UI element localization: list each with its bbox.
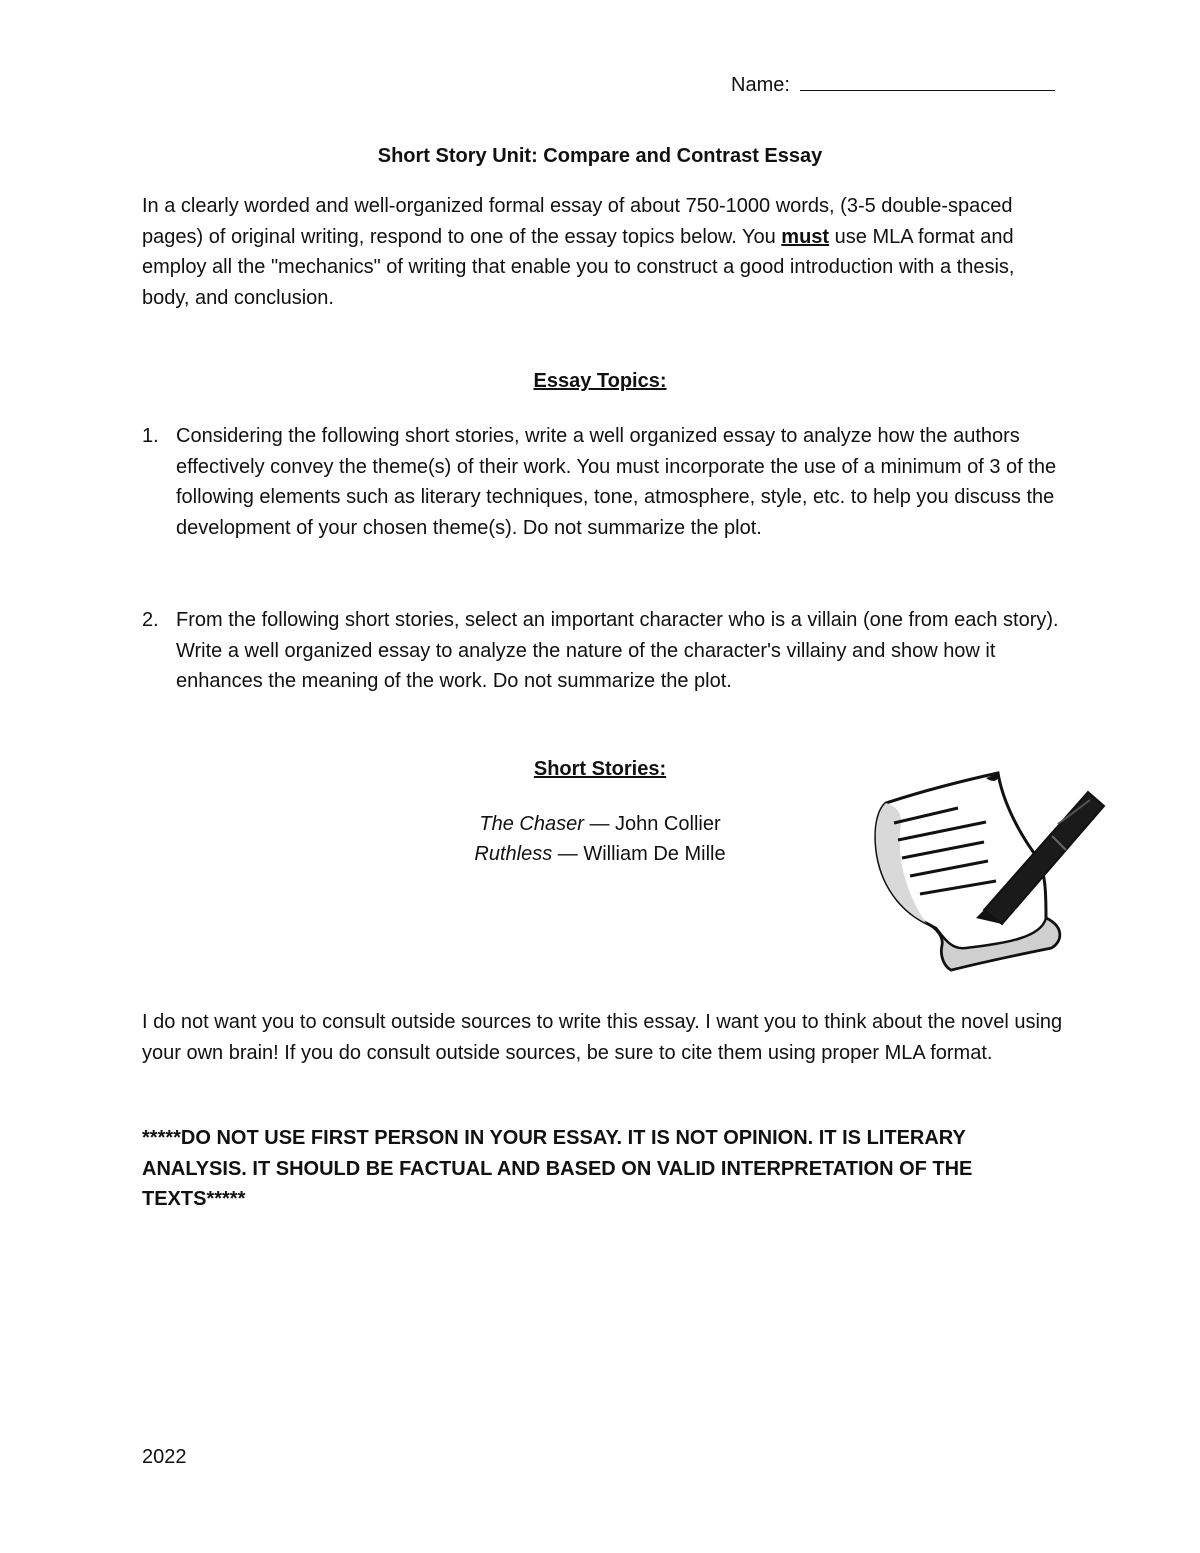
story-author: — William De Mille <box>552 843 726 865</box>
topic-item <box>142 605 1062 697</box>
intro-emphasis: must <box>781 225 830 248</box>
topic-text: Considering the following short stories, write a well organized essay to analyze how the authors effectively convey the theme(s) of their work. You must incorporate the use of a minimum of 3 of the following elements such as literary techniques, tone, atmosphere, style, etc. to help you discuss the development of your chosen theme(s). Do not summarize the plot. <box>176 425 1057 539</box>
intro-text-after: use MLA format and employ all the "mechanics" of writing that enable you to construct a good introduction with a thesis, body, and conclusion. <box>142 225 1015 309</box>
outside-sources-paragraph: I do not want you to consult outside sources to write this essay. I want you to think about the novel using your own brain! If you do consult outside sources, be sure to cite them using proper MLA format. <box>142 1011 1063 1064</box>
story-author: — John Collier <box>583 813 721 835</box>
paper-and-pen-icon <box>866 768 1108 978</box>
page-title: Short Story Unit: Compare and Contrast Essay <box>377 145 823 167</box>
intro-paragraph <box>142 191 1067 313</box>
warning-paragraph: *****DO NOT USE FIRST PERSON IN YOUR ESSAY. IT IS NOT OPINION. IT IS LITERARY ANALYSIS. IT SHOULD BE FACTUAL AND BASED ON VALID INTERPRETATION OF THE TEXTS***** <box>142 1127 973 1210</box>
topic-number: 2. <box>142 609 159 631</box>
essay-topics-heading: Essay Topics: <box>533 370 667 392</box>
story-title: Ruthless <box>474 843 553 865</box>
topic-text: From the following short stories, select an important character who is a villain (one from each story). Write a well organized essay to analyze the nature of the character's villainy and show how it enhances the meaning of the work. Do not summarize the plot. <box>176 609 1059 692</box>
topic-item <box>142 421 1062 543</box>
short-stories-heading: Short Stories: <box>533 758 667 780</box>
intro-text-before: In a clearly worded and well-organized formal essay of about 750-1000 words, (3-5 double-spaced pages) of original writing, respond to one of the essay topics below. You <box>142 195 1013 248</box>
topic-number: 1. <box>142 425 159 447</box>
name-label: Name: <box>731 74 790 96</box>
name-blank-line <box>800 68 1055 91</box>
footer-year: 2022 <box>142 1446 187 1468</box>
story-title: The Chaser <box>479 813 584 835</box>
name-field <box>731 68 1061 98</box>
